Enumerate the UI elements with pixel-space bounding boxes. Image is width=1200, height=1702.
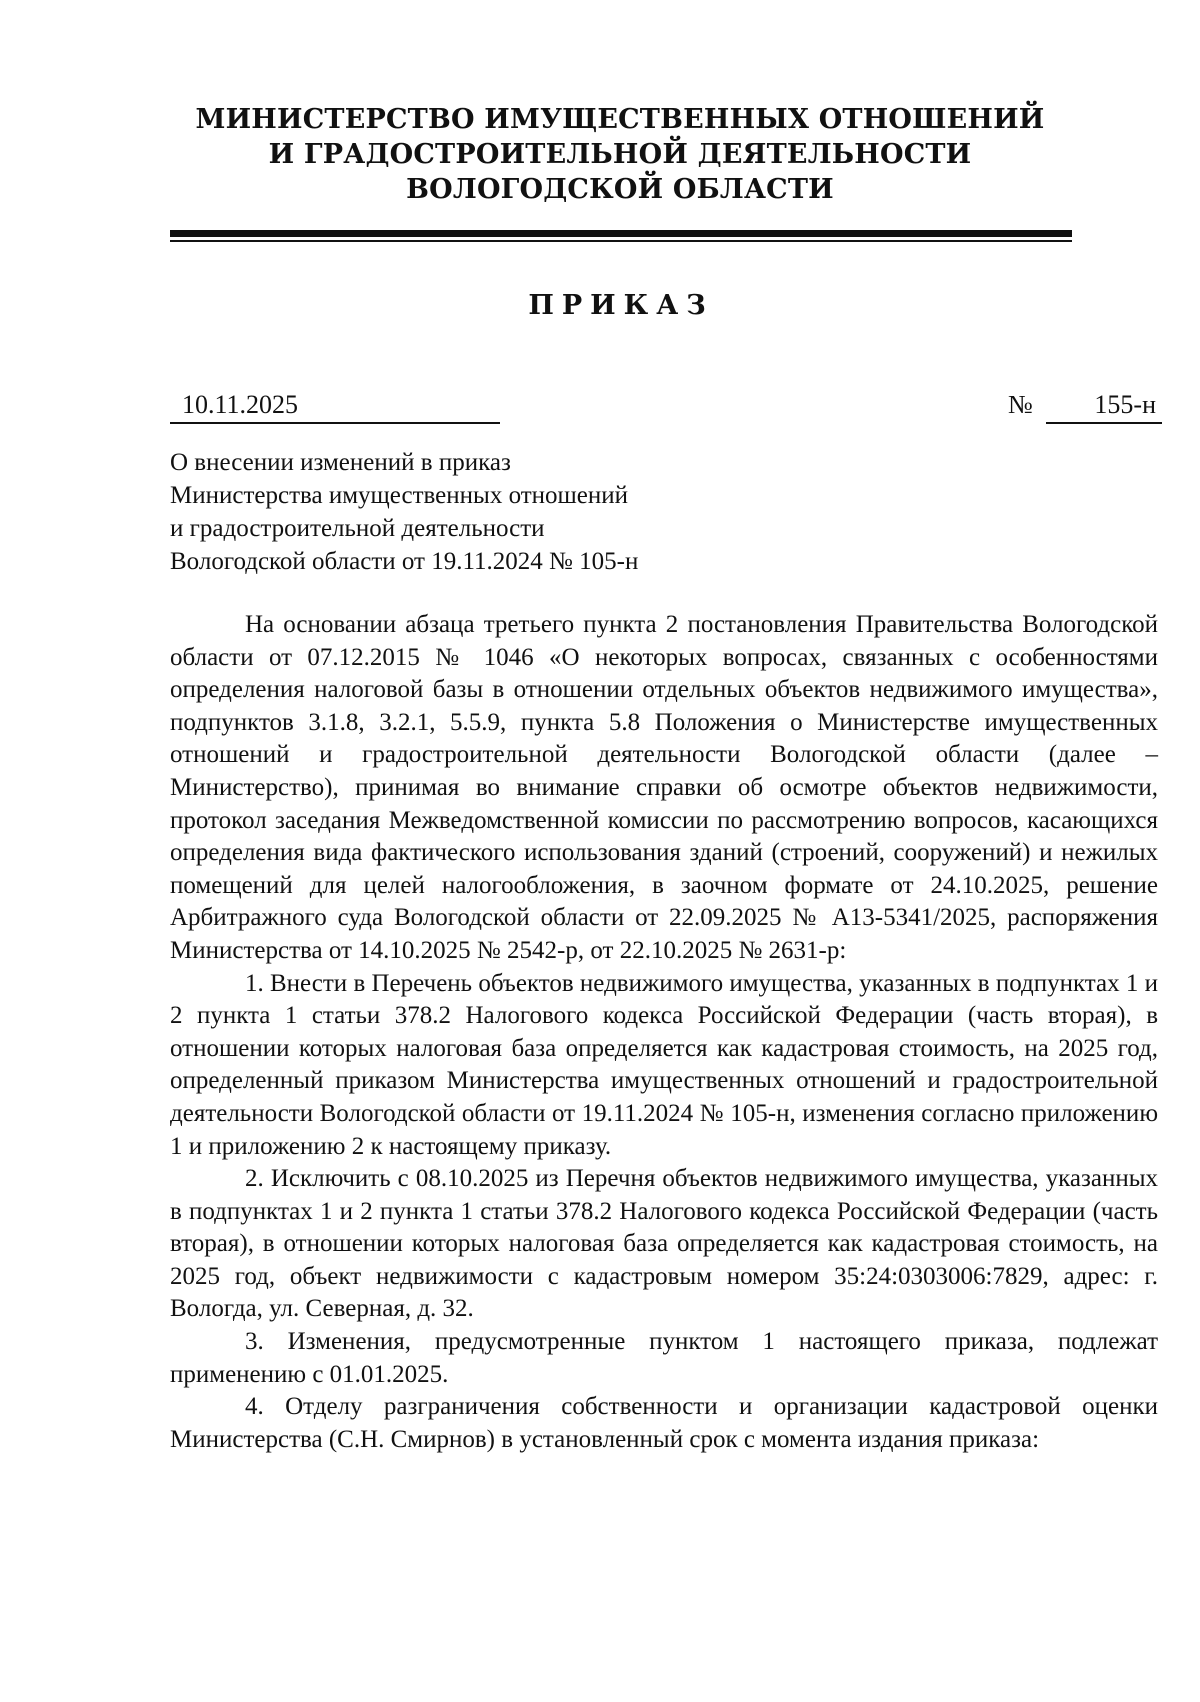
subject-line-3: и градостроительной деятельности [170, 515, 545, 542]
ministry-line-1: МИНИСТЕРСТВО ИМУЩЕСТВЕННЫХ ОТНОШЕНИЙ [195, 104, 1045, 135]
clause-1-paragraph: 1. Внести в Перечень объектов недвижимого имущества, указанных в подпунктах 1 и 2 пункта 1 статьи 378.2 Налогового кодекса Российской Федерации (часть вторая), в отношении которых налоговая база определяется как кадастровая стоимость, на 2025 год, определенный приказом Министерства имущественных отношений и градостроительной деятельности Вологодской области от 19.11.2024 № 105-н, изменения согласно приложению 1 и приложению 2 к настоящему приказу. [170, 969, 1158, 1160]
order-number: 155-н [1046, 388, 1162, 424]
header-rule-thick [170, 230, 1072, 237]
document-type-title: ПРИКАЗ [528, 290, 714, 321]
ministry-name [170, 102, 1070, 207]
preamble-paragraph: На основании абзаца третьего пункта 2 постановления Правительства Вологодской области от 07.12.2015 № 1046 «О некоторых вопросах, связанных с особенностями определения налоговой базы в отношении отдельных объектов недвижимого имущества», подпунктов 3.1.8, 3.2.1, 5.5.9, пункта 5.8 Положения о Министерстве имущественных отношений и градостроительной деятельности Вологодской области (далее – Министерство), принимая во внимание справки об осмотре объектов недвижимости, протокол заседания Межведомственной комиссии по рассмотрению вопросов, касающихся определения вида фактического использования зданий (строений, сооружений) и нежилых помещений для целей налогообложения, в заочном формате от 24.10.2025, решение Арбитражного суда Вологодской области от 22.09.2025 № А13-5341/2025, распоряжения Министерства от 14.10.2025 № 2542-р, от 22.10.2025 № 2631-р: [170, 611, 1158, 964]
clause-3-paragraph: 3. Изменения, предусмотренные пунктом 1 настоящего приказа, подлежат применению с 01.01.2025. [170, 1328, 1158, 1388]
order-number-sign: № [1008, 390, 1033, 419]
subject-line-4: Вологодской области от 19.11.2024 № 105-н [170, 548, 639, 575]
clause-2-paragraph: 2. Исключить с 08.10.2025 из Перечня объектов недвижимого имущества, указанных в подпунктах 1 и 2 пункта 1 статьи 378.2 Налогового кодекса Российской Федерации (часть вторая), в отношении которых налоговая база определяется как кадастровая стоимость, на 2025 год, объект недвижимости с кадастровым номером 35:24:0303006:7829, адрес: г. Вологда, ул. Северная, д. 32. [170, 1165, 1158, 1323]
clause-4-paragraph: 4. Отделу разграничения собственности и организации кадастровой оценки Министерства (С.Н. Смирнов) в установленный срок с момента издания приказа: [170, 1393, 1158, 1453]
ministry-line-3: ВОЛОГОДСКОЙ ОБЛАСТИ [406, 174, 834, 205]
order-body [170, 609, 1158, 1456]
subject-line-1: О внесении изменений в приказ [170, 449, 511, 476]
subject-line-2: Министерства имущественных отношений [170, 482, 629, 509]
header-rule-thin [170, 240, 1072, 242]
ministry-line-2: И ГРАДОСТРОИТЕЛЬНОЙ ДЕЯТЕЛЬНОСТИ [268, 139, 972, 170]
order-date: 10.11.2025 [170, 388, 500, 424]
order-subject [170, 446, 870, 578]
